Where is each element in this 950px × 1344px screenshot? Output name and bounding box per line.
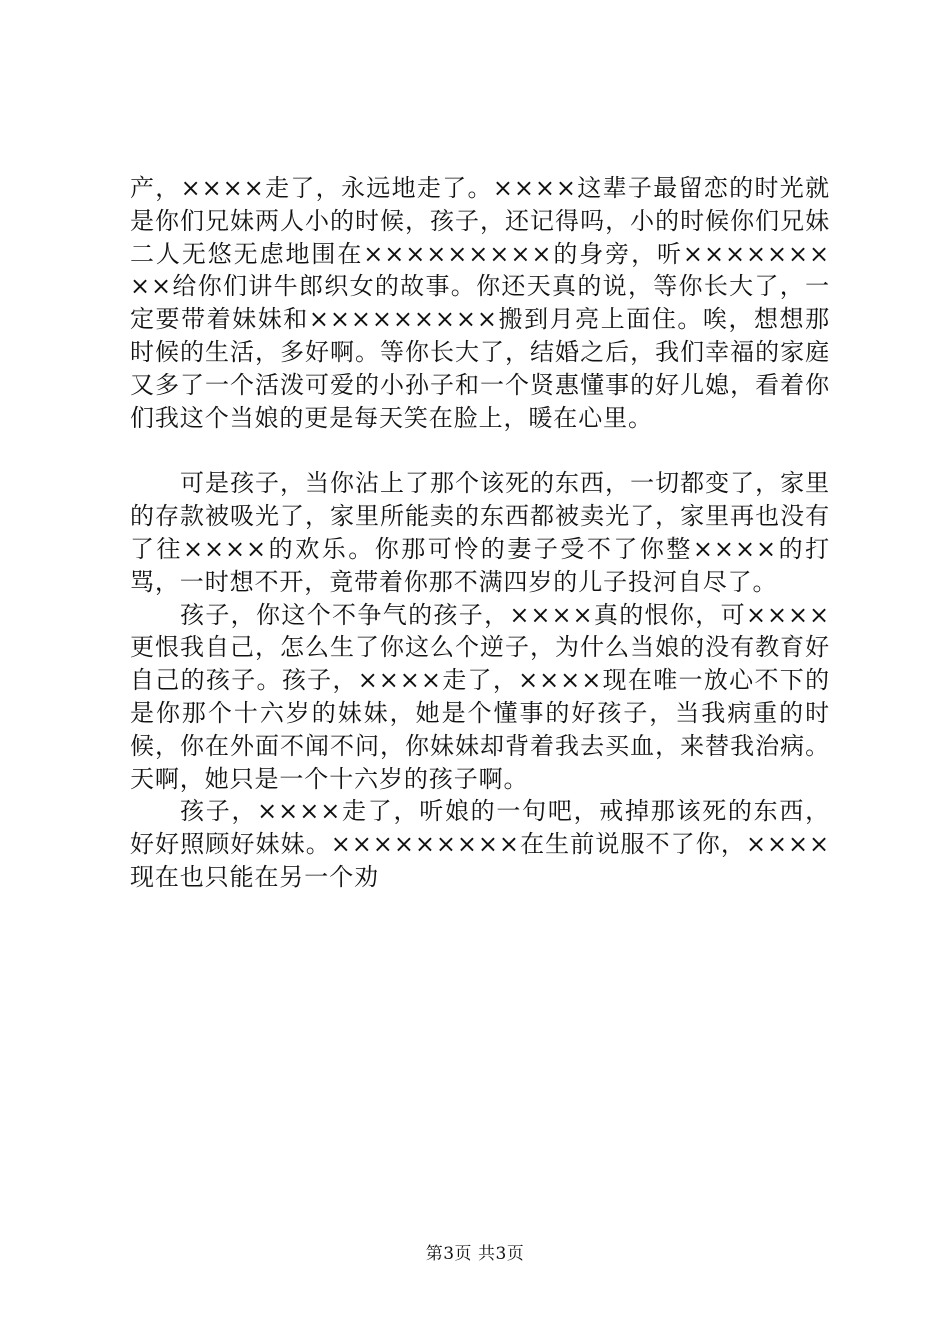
paragraph-2: 可是孩子，当你沾上了那个该死的东西，一切都变了，家里的存款被吸光了，家里所能卖的东西都被卖光了，家里再也没有了往××××的欢乐。你那可怜的妻子受不了你整××××的打骂，一时想不开，竟带着你那不满四岁的儿子投河自尽了。 xyxy=(130,469,830,596)
document-body xyxy=(130,172,830,894)
page-number-footer: 第3页 共3页 xyxy=(425,1244,525,1264)
paragraph-4: 孩子，××××走了，听娘的一句吧，戒掉那该死的东西，好好照顾好妹妹。×××××××××在生前说服不了你，××××现在也只能在另一个劝 xyxy=(130,797,830,891)
paragraph-3: 孩子，你这个不争气的孩子，××××真的恨你，可××××更恨我自己，怎么生了你这么个逆子，为什么当娘的没有教育好自己的孩子。孩子，××××走了，××××现在唯一放心不下的是你那个十六岁的妹妹，她是个懂事的好孩子，当我病重的时候，你在外面不闻不问，你妹妹却背着我去买血，来替我治病。天啊，她只是一个十六岁的孩子啊。 xyxy=(130,600,830,793)
paragraph-1: 产，××××走了，永远地走了。××××这辈子最留恋的时光就是你们兄妹两人小的时候，孩子，还记得吗，小的时候你们兄妹二人无悠无虑地围在×××××××××的身旁，听×××××××××给你们讲牛郎织女的故事。你还天真的说，等你长大了，一定要带着妹妹和×××××××××搬到月亮上面住。唉，想想那时候的生活，多好啊。等你长大了，结婚之后，我们幸福的家庭又多了一个活泼可爱的小孙子和一个贤惠懂事的好儿媳，看着你们我这个当娘的更是每天笑在脸上，暖在心里。 xyxy=(130,174,830,432)
